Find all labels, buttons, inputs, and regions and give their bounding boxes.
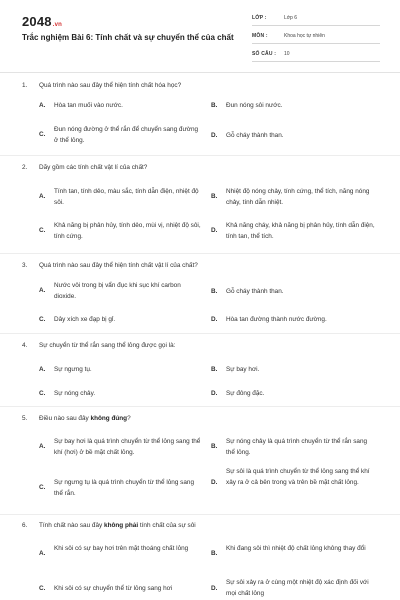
option-text: Tính tan, tính dẻo, màu sắc, tính dẫn điện, nhiệt độ sôi.	[54, 188, 199, 206]
option-letter: C.	[39, 390, 46, 397]
question-text: Quá trình nào sau đây thể hiện tính chất vật lí của chất?	[39, 262, 198, 269]
question-text: Quá trình nào sau đây thể hiện tính chất hóa học?	[39, 82, 182, 89]
logo-number: 2048	[22, 14, 52, 29]
option-letter: B.	[211, 550, 218, 557]
option-letter: C.	[39, 484, 46, 491]
option-text: Khả năng cháy, khả năng bị phân hủy, tính dẫn điện, tính tan, thể tích.	[226, 222, 375, 240]
meta-key: MÔN :	[252, 33, 268, 39]
question-text-after: ?	[127, 415, 131, 422]
header-divider	[0, 72, 400, 73]
question-number: 3.	[22, 262, 28, 269]
page-header	[0, 0, 400, 72]
option-text: Sự bay hơi.	[226, 366, 260, 373]
question-number: 5.	[22, 415, 28, 422]
question-number: 6.	[22, 522, 28, 529]
option-letter: D.	[211, 585, 218, 592]
option-text: Khả năng bị phân hủy, tính dẻo, mùi vị, nhiệt độ sôi, tính cứng.	[54, 222, 201, 240]
question-text-after: tính chất của sự sôi	[138, 522, 196, 529]
option-letter: A.	[39, 102, 46, 109]
question-divider	[0, 514, 400, 515]
option-text: Khi sôi có sự bay hơi trên mặt thoáng chất lỏng	[54, 545, 189, 552]
option-letter: A.	[39, 366, 46, 373]
question-divider	[0, 406, 400, 407]
option-text: Sự bay hơi là quá trình chuyển từ thể lỏng sang thể khí (hơi) ở bề mặt chất lỏng.	[54, 438, 201, 456]
option-letter: A.	[39, 443, 46, 450]
meta-value: Khoa học tự nhiên	[284, 33, 325, 39]
option-text: Hòa tan đường thành nước đường.	[226, 316, 327, 323]
question-stem	[22, 415, 131, 422]
option-letter: C.	[39, 316, 46, 323]
option-text: Sự nóng chảy là quá trình chuyển từ thể rắn sang thể lỏng.	[226, 438, 368, 456]
option-letter: D.	[211, 479, 218, 486]
logo-suffix: .vn	[52, 22, 63, 28]
option-letter: A.	[39, 550, 46, 557]
question-number: 4.	[22, 342, 28, 349]
question-stem	[22, 262, 198, 269]
meta-key: SỐ CÂU :	[252, 51, 277, 57]
question-stem	[22, 522, 196, 529]
question-emphasis: không đúng	[90, 415, 128, 422]
option-letter: D.	[211, 227, 218, 234]
option-text: Đun nóng đường ở thể rắn để chuyển sang đường ở thể lỏng.	[54, 126, 199, 144]
question-text: Sự chuyển từ thể rắn sang thể lỏng được gọi là:	[39, 342, 176, 349]
option-text: Sự ngưng tụ.	[54, 366, 92, 373]
question-number: 2.	[22, 164, 28, 171]
meta-value: 10	[284, 51, 290, 57]
option-text: Sự đông đặc.	[226, 390, 265, 397]
question-divider	[0, 253, 400, 254]
option-letter: B.	[211, 288, 218, 295]
option-text: Sự nóng chảy.	[54, 390, 96, 397]
option-text: Gỗ cháy thành than.	[226, 132, 284, 139]
question-text-before: Điều nào sau đây	[39, 415, 91, 422]
option-letter: D.	[211, 390, 218, 397]
question-stem	[22, 342, 175, 349]
question-text-before: Tính chất nào sau đây	[39, 522, 105, 529]
option-text: Nước vôi trong bị vẩn đục khi sục khí carbon dioxide.	[54, 282, 181, 300]
option-text: Sự sôi là quá trình chuyển từ thể lỏng sang thể khí xảy ra ở cả bên trong và trên bề mặt chất lỏng.	[226, 468, 370, 486]
question-stem	[22, 164, 147, 171]
meta-row-subject	[252, 30, 380, 44]
option-letter: C.	[39, 131, 46, 138]
option-text: Khi sôi có sự chuyển thể từ lỏng sang hơi	[54, 585, 173, 592]
question-text: Dãy gồm các tính chất vật lí của chất?	[39, 164, 148, 171]
option-text: Hòa tan muối vào nước.	[54, 102, 123, 109]
option-letter: B.	[211, 102, 218, 109]
question-number: 1.	[22, 82, 28, 89]
question-divider	[0, 333, 400, 334]
option-letter: D.	[211, 316, 218, 323]
question-stem	[22, 82, 181, 89]
meta-row-grade	[252, 12, 380, 26]
site-logo[interactable]	[22, 14, 62, 29]
option-text: Nhiệt độ nóng chảy, tính cứng, thể tích, năng nóng chảy, tính dẫn nhiệt.	[226, 188, 370, 206]
meta-key: LỚP :	[252, 15, 267, 21]
question-emphasis: không phải	[104, 522, 139, 529]
meta-row-count	[252, 48, 380, 62]
option-letter: A.	[39, 287, 46, 294]
option-text: Khi đang sôi thì nhiệt độ chất lỏng không thay đổi	[226, 545, 366, 552]
option-letter: D.	[211, 132, 218, 139]
option-letter: B.	[211, 443, 218, 450]
option-text: Sự sôi xảy ra ở cùng một nhiệt độ xác định đối với mọi chất lỏng	[226, 579, 369, 597]
option-letter: C.	[39, 585, 46, 592]
option-text: Sự ngưng tụ là quá trình chuyển từ thể lỏng sang thể rắn.	[54, 479, 195, 497]
option-letter: C.	[39, 227, 46, 234]
quiz-meta	[252, 12, 380, 66]
page-title: Trắc nghiệm Bài 6: Tính chất và sự chuyển thể của chất	[22, 33, 234, 42]
option-text: Dây xích xe đạp bị gỉ.	[54, 316, 116, 323]
option-text: Gỗ cháy thành than.	[226, 288, 284, 295]
option-letter: A.	[39, 193, 46, 200]
meta-value: Lớp 6	[284, 15, 298, 21]
question-divider	[0, 155, 400, 156]
option-text: Đun nóng sôi nước.	[226, 102, 283, 109]
option-letter: B.	[211, 193, 218, 200]
option-letter: B.	[211, 366, 218, 373]
